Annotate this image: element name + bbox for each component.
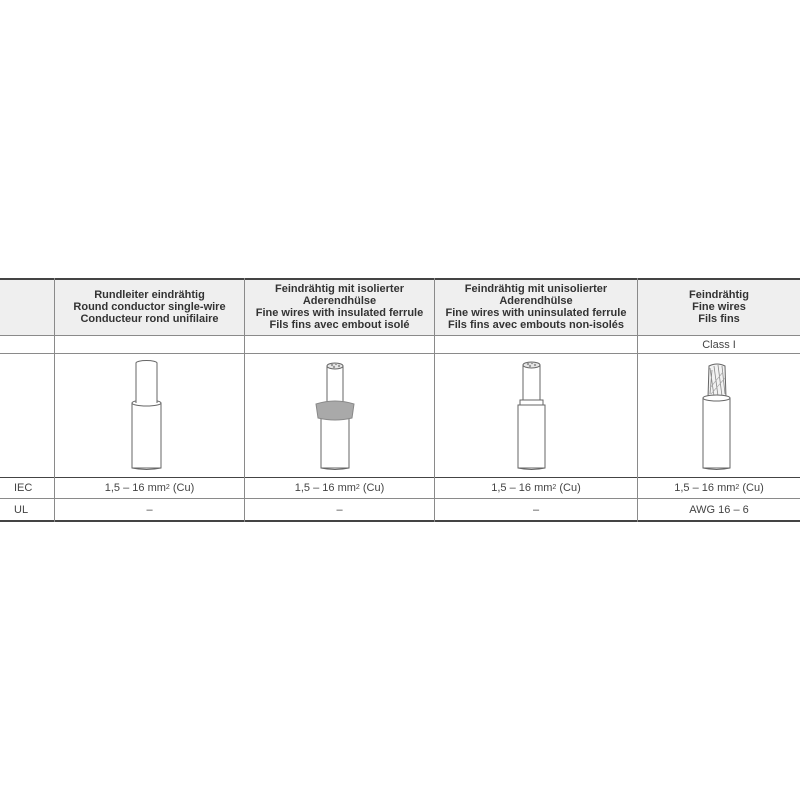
iec-value-fine-wires [638, 478, 800, 498]
ul-value-fine-wires: AWG 16 – 6 [689, 503, 749, 516]
iec-value-uninsulated-ferrule [435, 478, 637, 498]
value-text: (Cu) [169, 482, 195, 494]
header-line: Fils fins [698, 313, 740, 325]
header-line: Fils fins avec embout isolé [269, 319, 410, 331]
header-line: Feindrähtig [689, 289, 749, 301]
subheader-class: Class I [702, 338, 736, 351]
insulated-ferrule-icon [308, 358, 372, 473]
wire-spec-table [0, 278, 800, 522]
value-text: 1,5 – 16 mm [104, 482, 166, 494]
header-line: Fine wires with insulated ferrule [255, 307, 424, 319]
row-label-iec: IEC [14, 482, 33, 494]
subheader-bottom-border [0, 353, 800, 354]
value-superscript: 2 [355, 483, 360, 491]
row-label-ul: UL [14, 504, 29, 516]
table-top-border [0, 278, 800, 280]
header-line: Aderendhülse [499, 295, 573, 307]
uninsulated-ferrule-icon [505, 358, 565, 473]
header-line: Feindrähtig mit unisolierter [464, 283, 608, 295]
ul-value-solid-wire: – [146, 503, 153, 516]
value-text: (Cu) [556, 482, 581, 494]
header-line: Feindrähtig mit isolierter [275, 283, 404, 295]
ul-value-uninsulated-ferrule: – [532, 503, 540, 516]
column-header-uninsulated-ferrule [435, 282, 637, 332]
header-line: Round conductor single-wire [73, 301, 226, 313]
value-text: 1,5 – 16 mm [491, 482, 553, 494]
header-line: Fine wires [692, 301, 746, 313]
value-text: 1,5 – 16 mm [674, 482, 736, 494]
value-text: (Cu) [739, 482, 764, 494]
column-header-insulated-ferrule [245, 282, 434, 332]
header-line: Conducteur rond unifilaire [80, 313, 219, 325]
iec-value-solid-wire [55, 478, 244, 498]
column-header-solid-wire [55, 284, 244, 330]
column-header-fine-wires [638, 284, 800, 330]
value-superscript: 2 [735, 483, 740, 491]
header-line: Fine wires with uninsulated ferrule [445, 307, 627, 319]
ul-value-insulated-ferrule: – [336, 503, 343, 516]
solid-wire-icon [120, 358, 180, 473]
header-line: Rundleiter eindrähtig [94, 289, 205, 301]
value-superscript: 2 [552, 483, 557, 491]
header-line: Fils fins avec embouts non-isolés [447, 319, 625, 331]
value-superscript: 2 [165, 483, 170, 491]
header-line: Aderendhülse [302, 295, 377, 307]
value-text: 1,5 – 16 mm [294, 482, 356, 494]
stranded-wire-icon [690, 358, 750, 473]
table-bottom-border [0, 520, 800, 522]
value-text: (Cu) [359, 482, 385, 494]
iec-value-insulated-ferrule [245, 478, 434, 498]
